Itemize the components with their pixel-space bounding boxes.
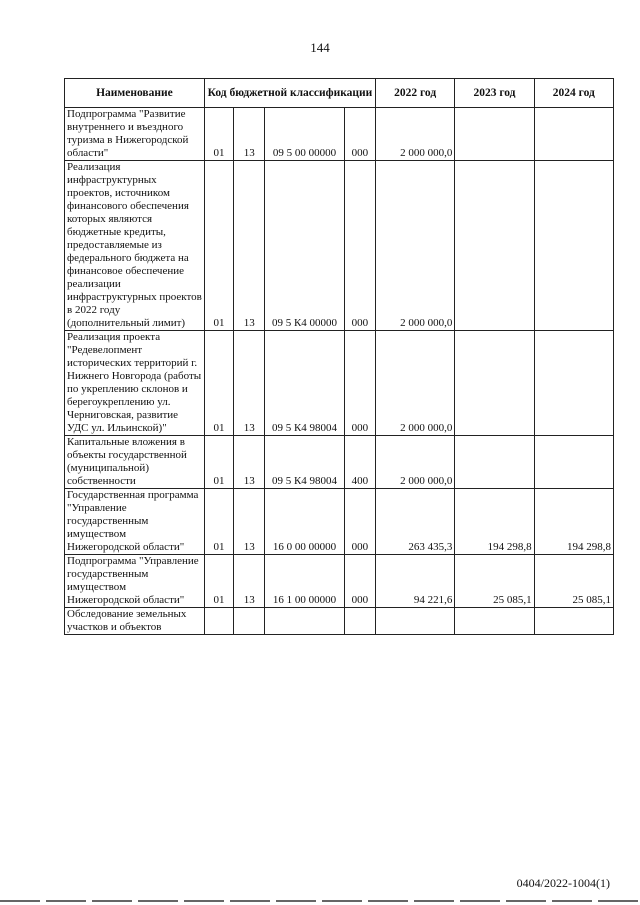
- row-2023: 25 085,1: [455, 555, 534, 608]
- row-name: Капитальные вложения в объекты государственной (муниципальной) собственности: [65, 436, 205, 489]
- row-2023: 194 298,8: [455, 489, 534, 555]
- row-section: 01: [204, 489, 233, 555]
- row-subsection: 13: [234, 331, 265, 436]
- table-row: [65, 161, 614, 331]
- row-section: 01: [204, 436, 233, 489]
- row-2022: 94 221,6: [376, 555, 455, 608]
- row-name: Обследование земельных участков и объектов: [65, 608, 205, 635]
- row-expense-type: 000: [344, 489, 375, 555]
- row-expense-type: 000: [344, 108, 375, 161]
- row-2022: [376, 608, 455, 635]
- row-name: Подпрограмма "Управление государственным имуществом Нижегородской области": [65, 555, 205, 608]
- row-2024: [534, 436, 613, 489]
- table-row: [65, 608, 614, 635]
- header-name: Наименование: [65, 79, 205, 108]
- page-number: 144: [310, 40, 330, 55]
- row-expense-type: 000: [344, 555, 375, 608]
- row-2023: [455, 436, 534, 489]
- row-2023: [455, 161, 534, 331]
- row-target-article: 09 5 К4 98004: [265, 436, 344, 489]
- row-subsection: 13: [234, 489, 265, 555]
- header-2024: 2024 год: [534, 79, 613, 108]
- row-2024: [534, 331, 613, 436]
- row-2024: [534, 161, 613, 331]
- row-name: Реализация проекта "Редевелопмент исторических территорий г. Нижнего Новгорода (работы по укреплению склонов и берегоукреплению ул. Черниговская, развитие УДС ул. Ильинской)": [65, 331, 205, 436]
- row-2022: 2 000 000,0: [376, 436, 455, 489]
- row-2024: [534, 108, 613, 161]
- row-section: [204, 608, 233, 635]
- row-2022: 2 000 000,0: [376, 161, 455, 331]
- table-row: [65, 489, 614, 555]
- row-section: 01: [204, 108, 233, 161]
- row-subsection: 13: [234, 161, 265, 331]
- row-expense-type: 000: [344, 161, 375, 331]
- row-name: Реализация инфраструктурных проектов, источником финансового обеспечения которых являются бюджетные кредиты, предоставляемые из федерального бюджета на финансовое обеспечение реализации инфраструктурных проектов в 2022 году (дополнительный лимит): [65, 161, 205, 331]
- row-target-article: 09 5 00 00000: [265, 108, 344, 161]
- row-target-article: [265, 608, 344, 635]
- row-section: 01: [204, 161, 233, 331]
- row-2022: 2 000 000,0: [376, 108, 455, 161]
- row-2024: [534, 608, 613, 635]
- document-id: 0404/2022-1004(1): [516, 876, 610, 890]
- row-subsection: 13: [234, 108, 265, 161]
- budget-table: [64, 78, 614, 635]
- row-section: 01: [204, 331, 233, 436]
- row-2024: 25 085,1: [534, 555, 613, 608]
- row-2023: [455, 608, 534, 635]
- row-expense-type: [344, 608, 375, 635]
- table-row: [65, 555, 614, 608]
- table-header-row: [65, 79, 614, 108]
- row-2022: 263 435,3: [376, 489, 455, 555]
- row-2023: [455, 108, 534, 161]
- row-name: Государственная программа "Управление государственным имуществом Нижегородской области": [65, 489, 205, 555]
- table-row: [65, 108, 614, 161]
- header-2023: 2023 год: [455, 79, 534, 108]
- table-row: [65, 331, 614, 436]
- header-code: Код бюджетной классификации: [204, 79, 375, 108]
- row-expense-type: 400: [344, 436, 375, 489]
- header-2022: 2022 год: [376, 79, 455, 108]
- row-2022: 2 000 000,0: [376, 331, 455, 436]
- row-target-article: 16 1 00 00000: [265, 555, 344, 608]
- row-expense-type: 000: [344, 331, 375, 436]
- row-subsection: 13: [234, 436, 265, 489]
- row-name: Подпрограмма "Развитие внутреннего и въездного туризма в Нижегородской области": [65, 108, 205, 161]
- row-target-article: 09 5 К4 98004: [265, 331, 344, 436]
- row-subsection: 13: [234, 555, 265, 608]
- row-section: 01: [204, 555, 233, 608]
- row-2023: [455, 331, 534, 436]
- table-row: [65, 436, 614, 489]
- row-2024: 194 298,8: [534, 489, 613, 555]
- row-target-article: 16 0 00 00000: [265, 489, 344, 555]
- row-subsection: [234, 608, 265, 635]
- row-target-article: 09 5 К4 00000: [265, 161, 344, 331]
- page-edge-line: [0, 900, 640, 902]
